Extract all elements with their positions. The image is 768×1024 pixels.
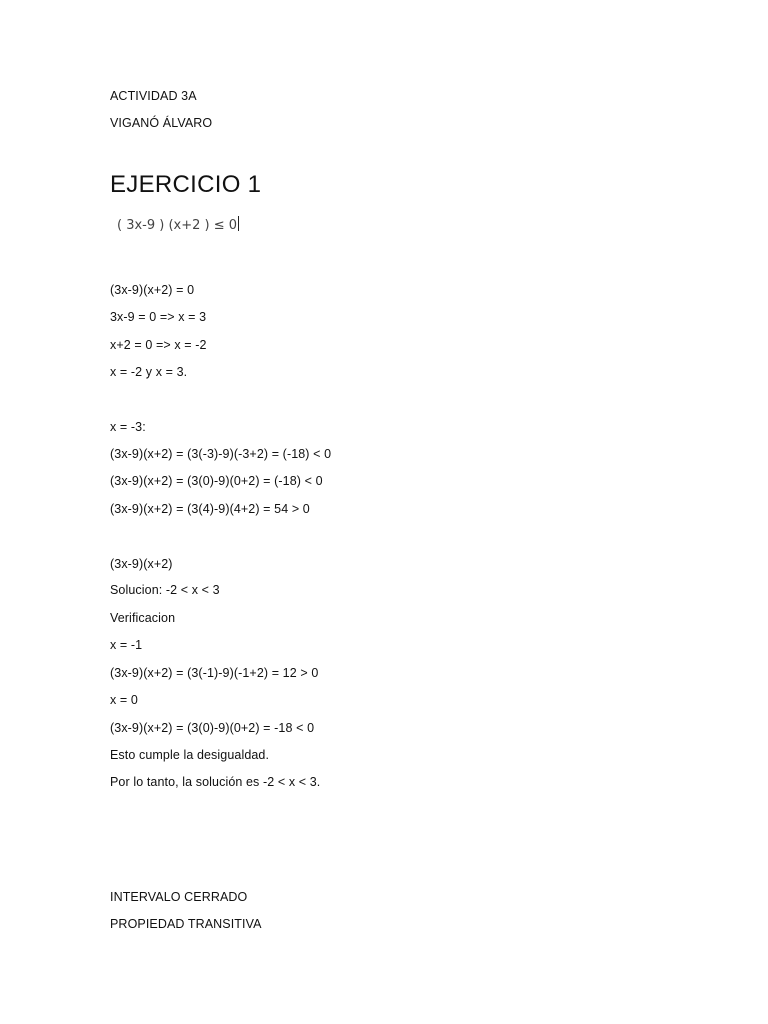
roots-line-3: x+2 = 0 => x = -2 bbox=[110, 338, 207, 352]
footer-line-1: INTERVALO CERRADO bbox=[110, 890, 248, 904]
solution-line-6: x = 0 bbox=[110, 693, 138, 707]
text-caret bbox=[238, 216, 239, 231]
test-line-4: (3x-9)(x+2) = (3(4)-9)(4+2) = 54 > 0 bbox=[110, 502, 310, 516]
solution-line-7: (3x-9)(x+2) = (3(0)-9)(0+2) = -18 < 0 bbox=[110, 721, 315, 735]
exercise-title: EJERCICIO 1 bbox=[110, 171, 262, 198]
footer-line-2: PROPIEDAD TRANSITIVA bbox=[110, 917, 262, 931]
test-line-3: (3x-9)(x+2) = (3(0)-9)(0+2) = (-18) < 0 bbox=[110, 474, 323, 488]
solution-line-9: Por lo tanto, la solución es -2 < x < 3. bbox=[110, 775, 321, 789]
solution-line-4: x = -1 bbox=[110, 638, 143, 652]
roots-line-1: (3x-9)(x+2) = 0 bbox=[110, 283, 195, 297]
activity-label: ACTIVIDAD 3A bbox=[110, 89, 197, 103]
inequality-formula: ( 3x-9 ) (x+2 ) ≤ 0 bbox=[117, 218, 238, 233]
solution-line-3: Verificacion bbox=[110, 611, 176, 625]
test-line-1: x = -3: bbox=[110, 420, 146, 434]
roots-line-4: x = -2 y x = 3. bbox=[110, 365, 188, 379]
author-name: VIGANÓ ÁLVARO bbox=[110, 116, 213, 130]
inequality-formula-image bbox=[110, 216, 238, 236]
solution-line-2: Solucion: -2 < x < 3 bbox=[110, 583, 220, 597]
solution-line-1: (3x-9)(x+2) bbox=[110, 557, 173, 571]
test-line-2: (3x-9)(x+2) = (3(-3)-9)(-3+2) = (-18) < 0 bbox=[110, 447, 332, 461]
solution-line-8: Esto cumple la desigualdad. bbox=[110, 748, 270, 762]
roots-line-2: 3x-9 = 0 => x = 3 bbox=[110, 310, 207, 324]
solution-line-5: (3x-9)(x+2) = (3(-1)-9)(-1+2) = 12 > 0 bbox=[110, 666, 319, 680]
